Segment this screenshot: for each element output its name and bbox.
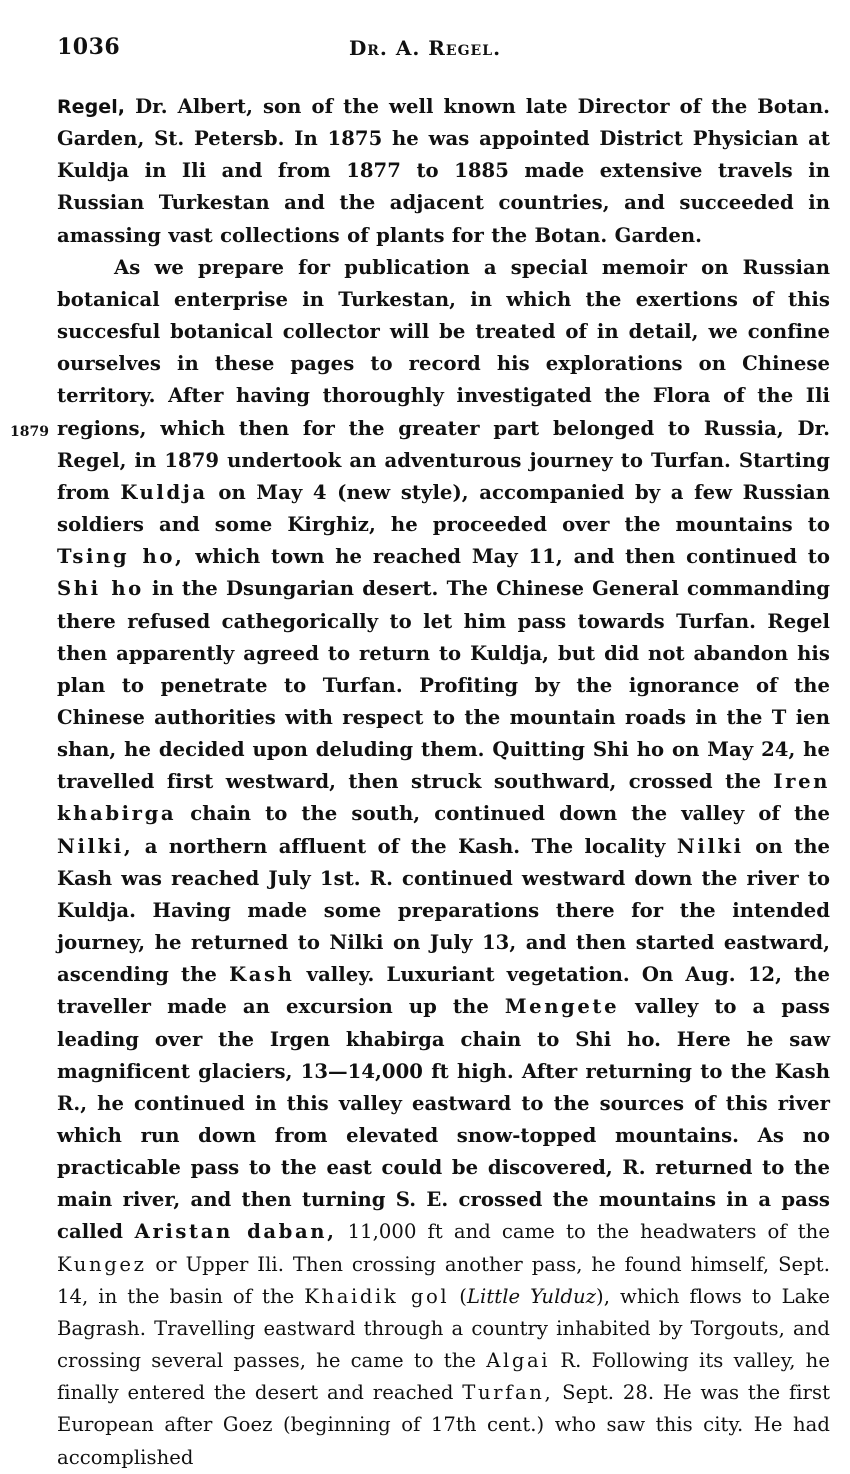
place-iren-khabirga: Iren khabirga	[57, 770, 830, 826]
place-algai: Algai	[486, 1349, 551, 1373]
text-run: valley to a pass leading over the Irgen khabirga chain to Shi ho. Here he saw magnificent glaciers, 13—14,000 ft high. After returning to the Kash R., he continued in this valley eastward to the sources of this river which run down from elevated snow-topped mountains. As no practicable pass to the east could be discovered, R. returned to the main river, and then turning S. E. crossed the mountains in a pass called	[57, 995, 830, 1244]
text-run: in the Dsungarian desert. The Chinese General commanding there refused cathegorically to let him pass towards Turfan. Regel then apparently agreed to return to Kuldja, but did not abandon his plan to penetrate to Turfan. Profiting by the ignorance of the Chinese authorities with respect to the mountain roads in the	[57, 577, 830, 729]
text-run: or Upper Ili. Then crossing another pass, he found himself, Sept. 14, in the basin of the	[57, 1252, 830, 1308]
place-tien-shan: T ien	[771, 705, 830, 729]
text-run: (	[449, 1284, 467, 1308]
running-head: Dr. A. Regel.	[348, 36, 502, 60]
place-kungez: Kungez	[57, 1252, 147, 1276]
entry-name: Regel,	[57, 96, 126, 118]
place-tsing-ho: Tsing ho,	[57, 545, 185, 569]
place-nilki: Nilki	[676, 834, 744, 858]
paragraph-entry-intro	[57, 91, 830, 252]
text-run: which town he reached May 11, and then continued to	[184, 545, 831, 569]
text-run: on the Kash was reached July 1st. R. continued westward down the river to Kuldja. Having made some preparations there for the intended journey, he returned to Nilki on July 13, and then started eastward, ascending the	[57, 834, 831, 987]
margin-year-note: 1879	[10, 424, 49, 440]
entry-intro-text: Dr. Albert, son of the well known late Director of the Botan. Garden, St. Petersb. In 1875 he was appointed District Physician at Kuldja in Ili and from 1877 to 1885 made extensive travels in Russian Turkestan and the adjacent countries, and succeeded in amassing vast collections of plants for the Botan. Garden.	[57, 95, 830, 247]
place-khaidik-gol: Khaidik gol	[304, 1284, 450, 1308]
paragraph-journey	[57, 252, 830, 1474]
place-kuldja: Kuldja	[120, 480, 208, 504]
text-run: chain to the south, continued down the valley of the	[176, 802, 830, 826]
text-run: on May 4 (new style), accompanied by a few Russian soldiers and some Kirghiz, he proceeded over the mountains to	[57, 480, 830, 537]
place-aristan-daban: Aristan daban,	[134, 1220, 337, 1244]
place-kash: Kash	[229, 963, 295, 987]
place-nilki: Nilki,	[57, 834, 134, 858]
text-run: Sept. 28. He was the first European after Goez (beginning of 17th cent.) who saw this city. He had accomplished	[57, 1381, 831, 1469]
text-run: 11,000 ft and came to the headwaters of the	[336, 1220, 830, 1244]
body-text	[57, 91, 830, 1474]
place-little-yulduz: Little Yulduz	[466, 1284, 597, 1308]
place-turfan: Turfan,	[462, 1381, 554, 1405]
place-shi-ho: Shi ho	[57, 577, 144, 601]
text-run: As we prepare for publication a special memoir on Russian botanical enterprise in Turkestan, in which the exertions of this succesful botanical collector will be treated of in detail, we confine ourselves in these pages to record his explorations on Chinese territory. After having thoroughly investigated the Flora of the Ili regions, which then for the greater part belonged to Russia, Dr. Regel, in 1879 undertook an adventurous journey to Turfan. Starting from	[57, 255, 830, 504]
text-run: a northern affluent of the Kash. The locality	[133, 834, 677, 858]
text-run: valley. Luxuriant vegetation. On Aug. 12, the traveller made an excursion up the	[57, 963, 830, 1019]
text-run: ), which flows to Lake Bagrash. Travelling eastward through a country inhabited by Torgouts, and crossing several passes, he came to the	[57, 1284, 830, 1373]
text-run: R. Following its valley, he finally entered the desert and reached	[57, 1349, 830, 1405]
page-number: 1036	[57, 34, 121, 60]
place-mengete: Mengete	[504, 995, 620, 1019]
text-run: shan, he decided upon deluding them. Quitting Shi ho on May 24, he travelled first westward, then struck southward, crossed the	[57, 738, 830, 794]
